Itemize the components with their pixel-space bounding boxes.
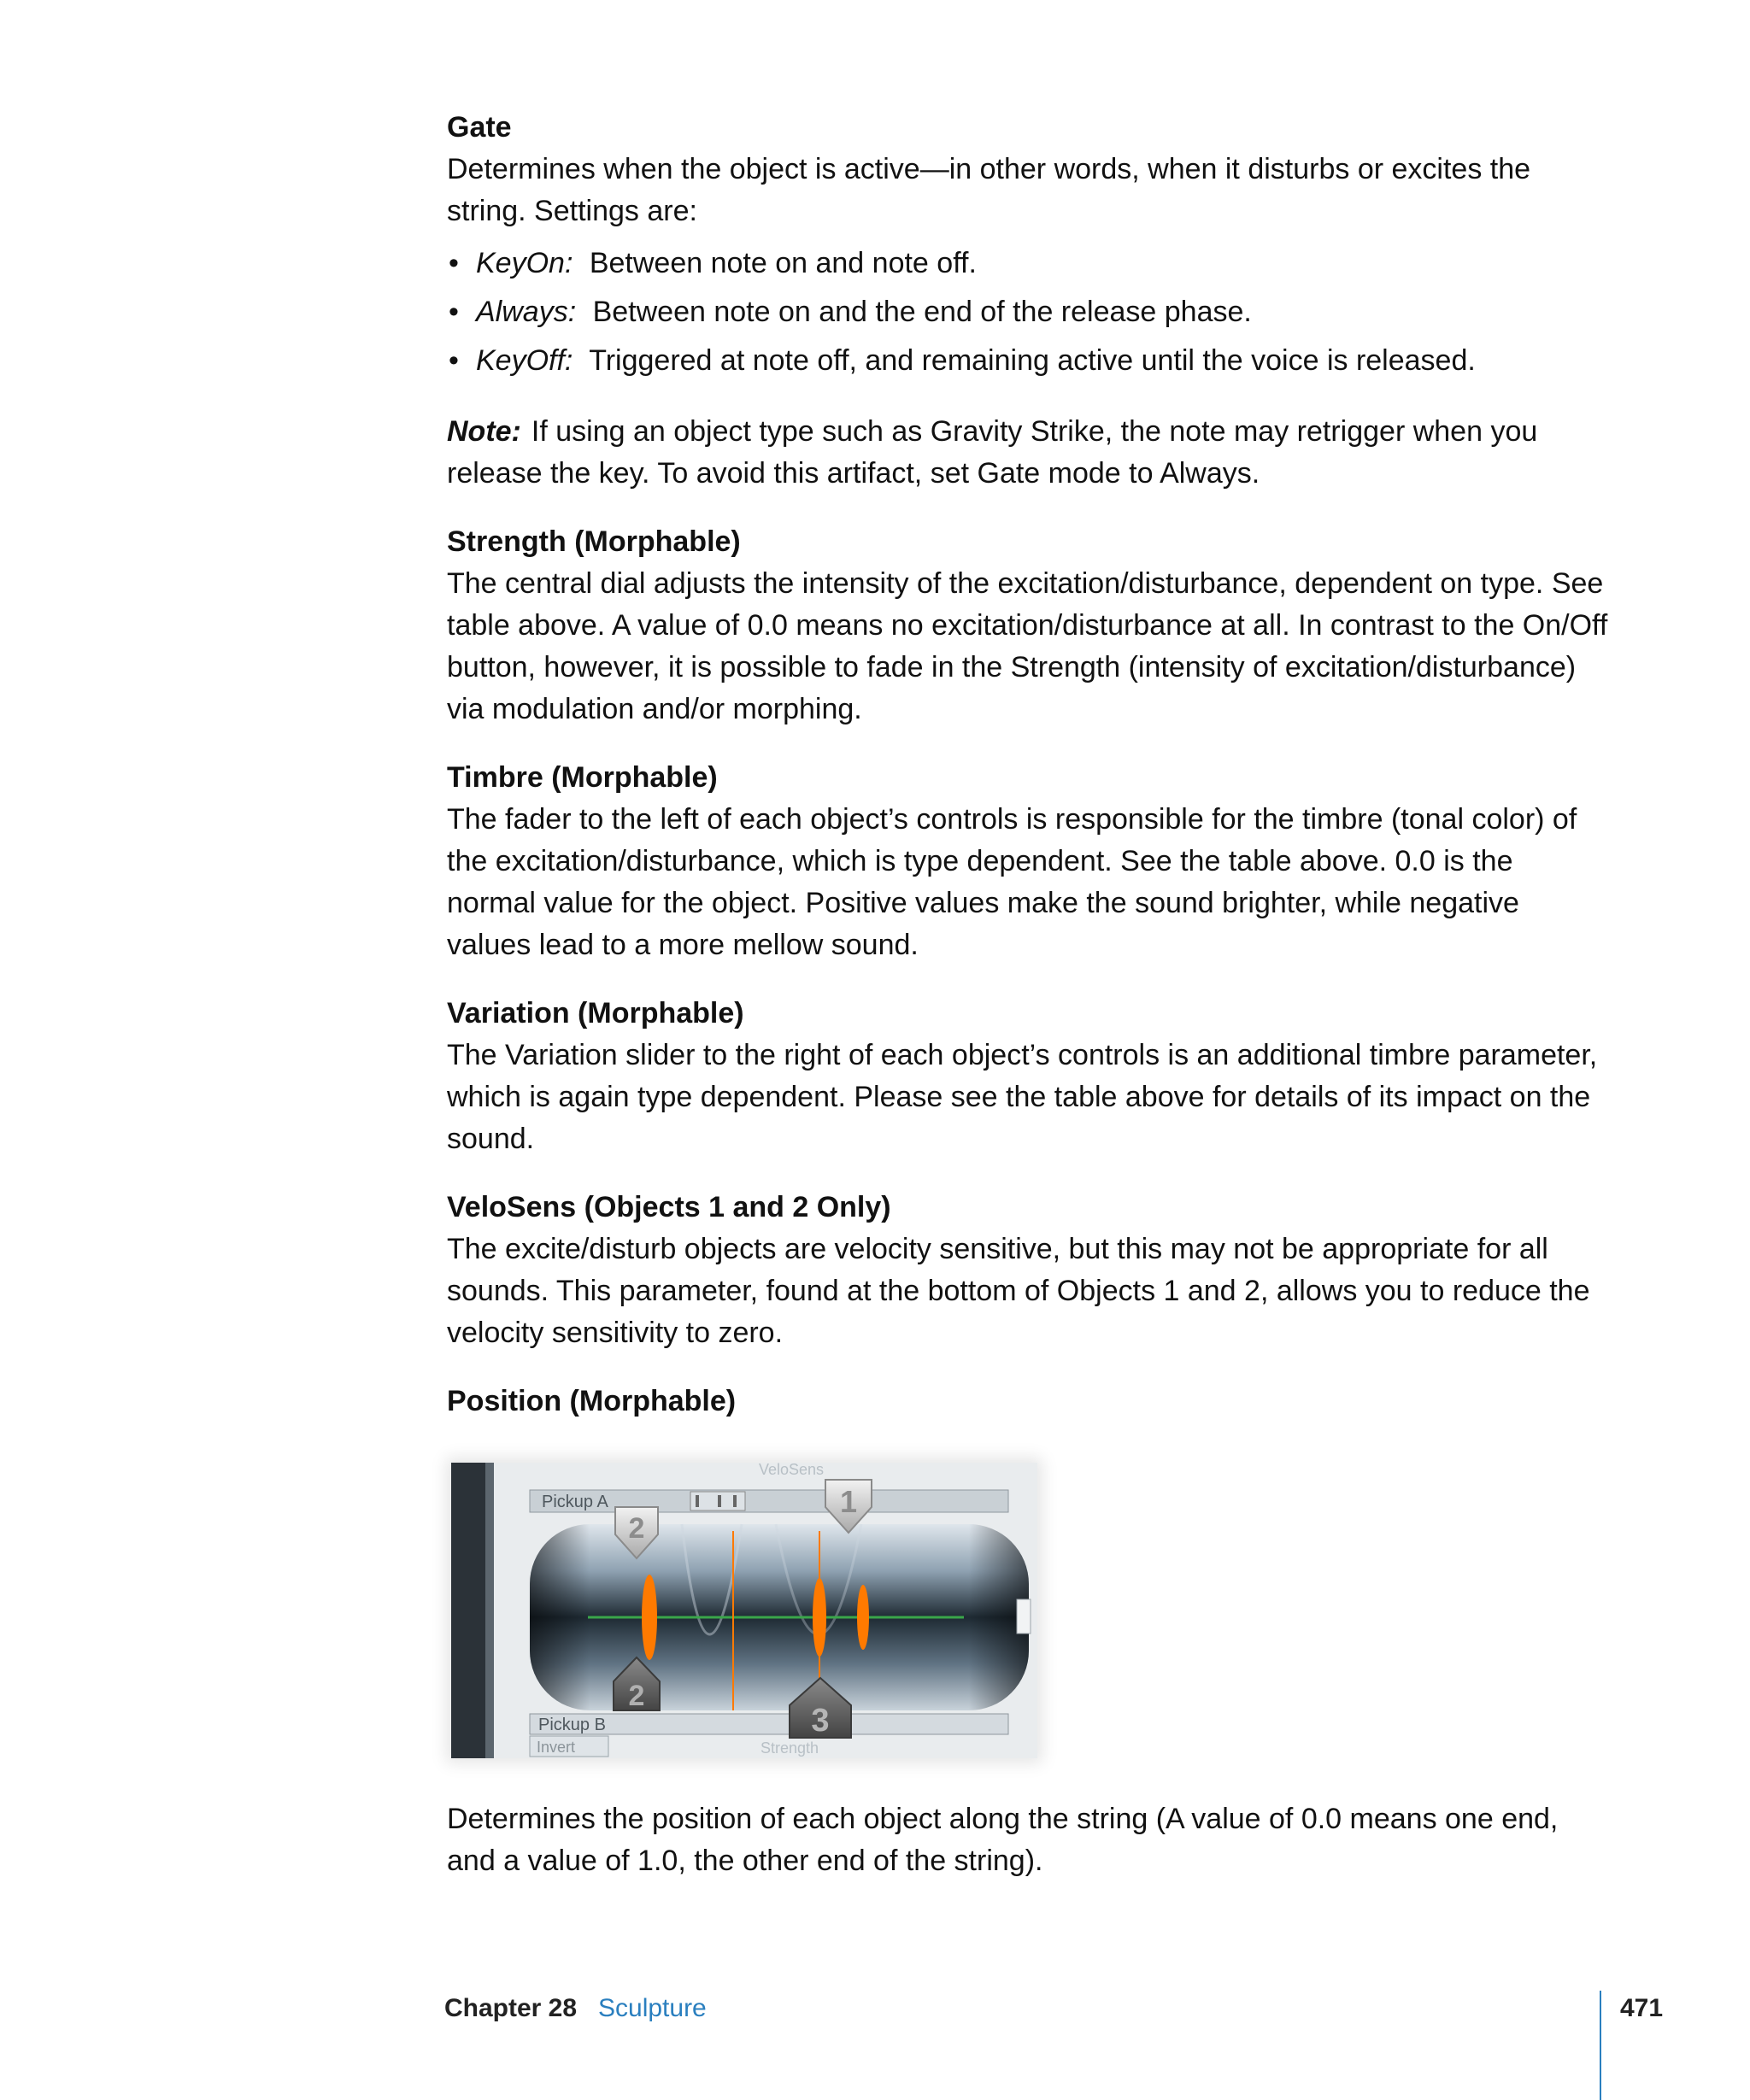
section-gate: [447, 106, 1609, 385]
velosens-label-top: VeloSens: [759, 1463, 825, 1478]
marker-2-bottom-label: 2: [628, 1680, 645, 1712]
position-description: Determines the position of each object along the string (A value of 0.0 means one end, and a value of 1.0, the other end of the string).: [447, 1803, 1559, 1877]
setting-text: Between note on and note off.: [589, 247, 977, 279]
invert-label: Invert: [537, 1739, 576, 1756]
bullet-glyph: •: [449, 247, 459, 279]
heading-timbre: Timbre (Morphable): [447, 761, 718, 794]
section-variation: [447, 992, 1609, 1160]
footer-chapter-title[interactable]: Sculpture: [598, 1994, 707, 2022]
note-paragraph: [447, 411, 1609, 495]
heading-velosens: VeloSens (Objects 1 and 2 Only): [447, 1191, 891, 1223]
section-strength: [447, 520, 1609, 730]
heading-gate: Gate: [447, 111, 512, 144]
note-text: If using an object type such as Gravity Strike, the note may retrigger when you release the key. To avoid this artifact, set Gate mode to Always.: [447, 415, 1538, 490]
velosens-description: The excite/disturb objects are velocity sensitive, but this may not be appropriate for all sounds. This parameter, found at the bottom of Objects 1 and 2, allows you to reduce the velocity sensitivity to zero.: [447, 1233, 1590, 1349]
pickup-a-label: Pickup A: [542, 1493, 608, 1511]
setting-term: Always:: [476, 296, 577, 328]
setting-term: KeyOff:: [476, 344, 573, 377]
gate-description: Determines when the object is active—in other words, when it disturbs or excites the string. Settings are:: [447, 153, 1531, 227]
section-velosens: [447, 1186, 1609, 1354]
sculpture-string-screenshot: [451, 1463, 1037, 1758]
section-note: [447, 411, 1609, 495]
heading-variation: Variation (Morphable): [447, 997, 744, 1029]
strength-description: The central dial adjusts the intensity of the excitation/disturbance, dependent on type. See table above. A value of 0.0 means no excitation/disturbance at all. In contrast to the On/Off button, however, it is possible to fade in the Strength (intensity of excitation/disturbance) via modulation and/or morphing.: [447, 567, 1608, 725]
heading-strength: Strength (Morphable): [447, 525, 741, 558]
setting-term: KeyOn:: [476, 247, 573, 279]
right-edge-control[interactable]: [1017, 1599, 1031, 1634]
vibration-blob: [857, 1585, 869, 1650]
setting-text: Triggered at note off, and remaining active until the voice is released.: [589, 344, 1476, 377]
bullet-glyph: •: [449, 296, 459, 328]
section-timbre: [447, 756, 1609, 966]
vibration-blob: [813, 1578, 826, 1657]
list-item: [447, 288, 1609, 337]
variation-description: The Variation slider to the right of each object’s controls is an additional timbre parameter, which is again type dependent. Please see the table above for details of its impact on the sound.: [447, 1039, 1598, 1155]
list-item: [447, 337, 1609, 385]
footer-divider: [1600, 1991, 1601, 2100]
string-display-svg: [451, 1463, 1037, 1758]
setting-text: Between note on and the end of the release phase.: [592, 296, 1252, 328]
pickup-b-label: Pickup B: [538, 1716, 606, 1734]
strength-label-bottom: Strength: [760, 1739, 819, 1757]
timbre-description: The fader to the left of each object’s controls is responsible for the timbre (tonal color) of the excitation/disturbance, which is type dependent. See the table above. 0.0 is the normal value for the object. Positive values make the sound brighter, while negative values lead to a more mellow sound.: [447, 803, 1577, 961]
marker-2-top-label: 2: [628, 1512, 645, 1545]
note-label: Note:: [447, 415, 521, 448]
marker-3-label: 3: [811, 1703, 830, 1739]
footer-chapter: Chapter 28: [444, 1994, 578, 2022]
list-item: [447, 239, 1609, 288]
heading-position: Position (Morphable): [447, 1385, 737, 1417]
position-description-block: [447, 1798, 1609, 1882]
marker-1-label: 1: [839, 1484, 858, 1519]
gate-settings-list: [447, 239, 1609, 385]
page-number: 471: [1620, 1994, 1664, 2022]
left-frame-edge: [451, 1463, 485, 1758]
vibration-blob: [642, 1575, 657, 1660]
section-position-heading: [447, 1380, 1609, 1422]
bullet-glyph: •: [449, 344, 459, 377]
main-text-column: [447, 106, 1609, 1422]
